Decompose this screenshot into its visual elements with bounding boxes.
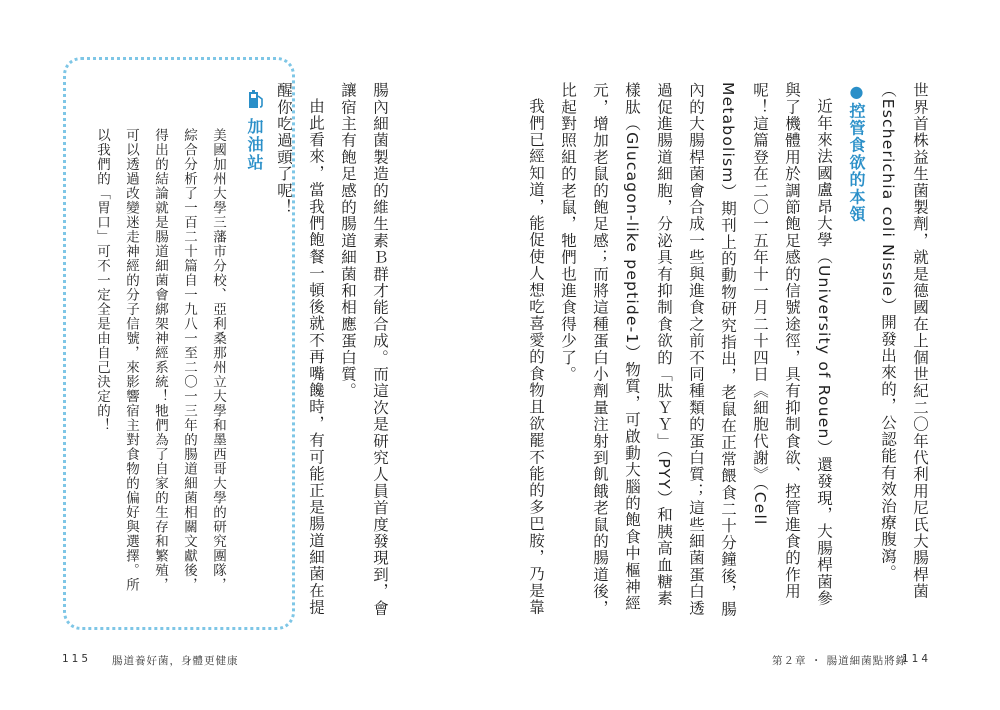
sidebar-title: 加油站: [245, 118, 264, 172]
page-number: 114: [902, 653, 932, 665]
bullet-dot-icon: ●: [847, 82, 866, 103]
sidebar-box: [63, 57, 295, 630]
fuel-pump-icon: [246, 88, 266, 110]
chapter-footer: 第２章 ・ 腸道細菌點將錄: [772, 655, 908, 667]
page-number: 115: [62, 653, 92, 665]
paragraph: 我們已經知道，能促使人想吃喜愛的食物且欲罷不能的多巴胺，乃是靠: [527, 97, 545, 616]
paragraph: 腸內細菌製造的維生素Ｂ群才能合成。而這次是研究人員首度發現到，會讓宿主有飽足感的腸道細菌和相應蛋白質。: [339, 82, 389, 617]
right-page: [500, 0, 1000, 710]
section-heading: [840, 82, 872, 622]
book-title-footer: 腸道養好菌，身體更健康: [112, 655, 239, 667]
sidebar-text: [82, 128, 232, 598]
paragraph: 由此看來，當我們飽餐一頓後就不再嘴饞時，有可能正是腸道細菌在提醒你吃過頭了呢！: [275, 82, 325, 616]
sidebar-paragraph: 美國加州大學三藩市分校、亞利桑那州立大學和墨西哥大學的研究團隊，綜合分析了一百二十篇自一九八一至二〇一三年的腸道細菌相關文獻後，得出的結論就是腸道細菌會綁架神經系統！牠們為了自家的生存和繁殖，可以透過改變迷走神經的分子信號，來影響宿主對食物的偏好與選擇。所以我們的「胃口」可不一定全是由自己決定的！: [94, 128, 226, 592]
paragraph: 近年來法國盧昂大學（University of Rouen）還發現，大腸桿菌參與了機體用於調節飽足感的信號途徑，具有抑制食欲、控管進食的作用呢！這篇登在二〇一五年十一月二十四日《細胞代謝》（Cell Metabolism）期刊上的動物研究指出，老鼠在正常餵食二十分鐘後，腸內的大腸桿菌會合成一些與進食之前不同種類的蛋白質；這些細菌蛋白透過促進腸道細胞，分泌具有抑制食欲的「肽ＹＹ」（PYY）和胰高血糖素樣肽（Glucagon-like peptide-1）物質，可啟動大腦的飽食中樞神經元，增加老鼠的飽足感；而將這種蛋白小劑量注射到飢餓老鼠的腸道後，比起對照組的老鼠，牠們也進食得少了。: [559, 82, 833, 618]
section-heading-text: 控管食欲的本領: [847, 102, 866, 223]
right-body-text: [527, 82, 936, 622]
paragraph: 世界首株益生菌製劑，就是德國在上個世紀二〇年代利用尼氏大腸桿菌（Escherichia coli Nissle）開發出來的，公認能有效治療腹瀉。: [879, 82, 929, 600]
